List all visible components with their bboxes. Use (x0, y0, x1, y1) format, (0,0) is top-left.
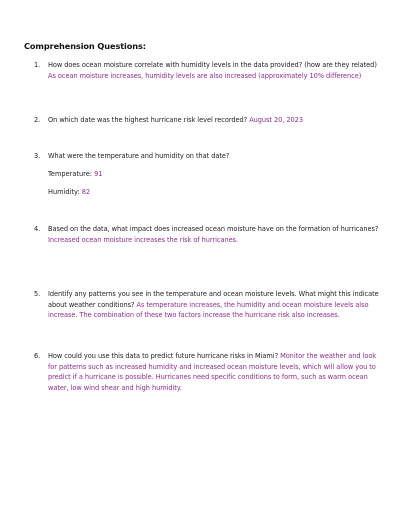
question-6 (34, 351, 382, 393)
question-body (48, 289, 382, 321)
question-prompt: How could you use this data to predict future hurricane risks in Miami? (48, 352, 279, 360)
question-5 (34, 289, 382, 321)
temperature-label: Temperature: (48, 170, 92, 178)
question-body (48, 351, 382, 393)
question-number: 5. (34, 290, 41, 298)
humidity-value: 82 (81, 188, 91, 196)
question-prompt: What were the temperature and humidity on that date? (48, 152, 230, 160)
question-prompt: Based on the data, what impact does increased ocean moisture have on the formation of hurricanes? (48, 225, 379, 233)
question-3 (34, 151, 382, 162)
temperature-line (48, 169, 103, 179)
question-prompt: On which date was the highest hurricane risk level recorded? (48, 116, 248, 124)
answer-text: Monitor the weather and look for patterns such as increased humidity and increased ocean moisture levels, which will allow you to predict if a hurricane is possible. Hurricanes need specific conditions to form, such as warm ocean water, low wind shear and high humidity. (48, 352, 377, 392)
question-body (48, 115, 382, 126)
answer-text: August 20, 2023 (249, 116, 303, 124)
question-prompt: Identify any patterns you see in the temperature and ocean moisture levels. What might this indicate about weather conditions? (48, 290, 379, 309)
question-body (48, 60, 382, 81)
question-prompt: How does ocean moisture correlate with humidity levels in the data provided? (how are they related) (48, 61, 377, 69)
question-body (48, 224, 382, 245)
humidity-label: Humidity: (48, 188, 80, 196)
question-2 (34, 115, 382, 126)
humidity-line (48, 187, 90, 197)
answer-text: As ocean moisture increases, humidity levels are also increased (approximately 10% difference) (48, 71, 362, 80)
question-number: 6. (34, 352, 41, 360)
answer-text: As temperature increases, the humidity and ocean moisture levels also increase. The combination of these two factors increase the hurricane risk also increases. (48, 300, 369, 320)
question-body (48, 151, 382, 162)
question-number: 1. (34, 61, 41, 69)
temperature-value: 91 (94, 170, 103, 178)
question-number: 2. (34, 116, 41, 124)
question-4 (34, 224, 382, 245)
page-title: Comprehension Questions: (24, 41, 146, 51)
question-1 (34, 60, 382, 81)
answer-text: Increased ocean moisture increases the risk of hurricanes. (48, 235, 239, 244)
question-number: 4. (34, 225, 41, 233)
question-number: 3. (34, 152, 41, 160)
